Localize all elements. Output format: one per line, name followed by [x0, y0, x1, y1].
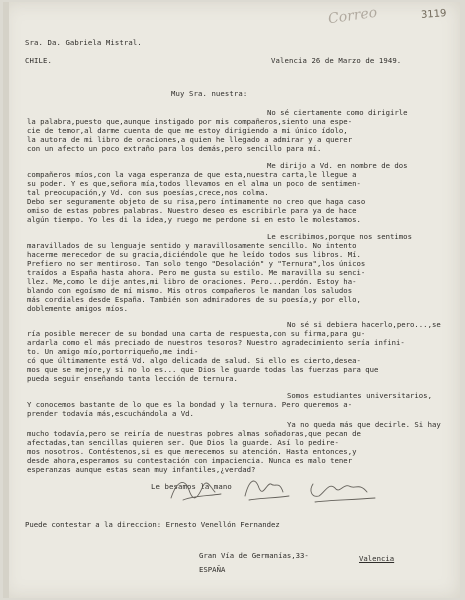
paragraph-line: mucho todavía,pero se reiría de nuestras pobres almas soñadoras,que pecan de — [27, 429, 361, 438]
signature-2 — [245, 481, 289, 500]
paragraph-line: Debo ser seguramente objeto de su risa,pero íntimamente no creo que haga caso — [27, 197, 366, 206]
paragraph-line: No sé si debiera hacerlo,pero...,se — [287, 320, 441, 329]
handwritten-signatures — [163, 470, 383, 510]
paragraph-line: llez. Me,como le dije antes,mi libro de oraciones. Pero...perdón. Estoy ha- — [27, 277, 357, 286]
paragraph-line: Ya no queda más que decirle. Si hay — [287, 420, 441, 429]
paragraph-line: Y conocemos bastante de lo que es la bondad y la ternura. Pero queremos a- — [27, 400, 353, 409]
address-street: Gran Vía de Germanías,33- — [199, 551, 309, 560]
paragraph-line: có que últimamente está Vd. algo delicada de salud. Si ello es cierto,desea- — [27, 356, 361, 365]
paragraph-line: maravillados de su lenguaje sentido y maravillosamente sencillo. No intento — [27, 241, 357, 250]
paragraph-line: blando con egoísmo de mí mismo. Mis otros compañeros le mandan los saludos — [27, 286, 353, 295]
paragraph-line: to. Un amigo mío,portorriqueño,me indi- — [27, 347, 199, 356]
paragraph-line: hacerme merecedor de su gracia,diciéndole que he leído todos sus libros. Mí. — [27, 250, 361, 259]
pencil-annotation: Correo — [327, 4, 379, 28]
paragraph-line: desde ahora,esperamos su contestación con impaciencia. Nunca es malo tener — [27, 456, 353, 465]
recipient-name: Sra. Da. Gabriela Mistral. — [25, 38, 142, 47]
closing: Le besamos la mano — [151, 482, 232, 491]
paragraph-line: pueda seguir enseñando tanta lección de ternura. — [27, 374, 238, 383]
paragraph-line: algún tiempo. Yo les di la idea,y ruego me perdone si en esto le molestamos. — [27, 215, 361, 224]
paragraph-line: mos que se mejore,y si no lo es... que Dios le guarde todas las fuerzas para que — [27, 365, 379, 374]
reply-address-line: Puede contestar a la direccion: Ernesto Venellón Fernandez — [25, 520, 280, 529]
paragraph-line: con un afecto un poco extraño para los demás,pero sencillo para mí. — [27, 144, 322, 153]
paragraph-4 — [27, 320, 441, 383]
paragraph-5 — [27, 391, 432, 418]
recipient-country: CHILE. — [25, 56, 52, 65]
signature-1 — [171, 482, 221, 500]
paragraph-line: ardarla como el más preciado de nuestros tesoros? Nuestro agradecimiento sería infini- — [27, 338, 405, 347]
paragraph-1 — [27, 108, 408, 153]
paragraph-line: Prefiero no ser mentiroso. Tan solo tengo "Desolación" y "Ternura",los únicos — [27, 259, 366, 268]
paragraph-line: afectadas,tan sencillas quieren ser. Que Dios la guarde. Así lo pedire- — [27, 438, 339, 447]
paragraph-line: la autora de mi libro de oraciones,a quien he llegado a admirar y a querer — [27, 135, 353, 144]
paragraph-line: su poder. Y es que,señora mía,todos llevamos en el alma un poco de sentimen- — [27, 179, 361, 188]
paragraph-line: más cordiales desde España. También son admiradores de su poesía,y por ello, — [27, 295, 361, 304]
paragraph-line: tal preocupación,y Vd. con sus poesías,crece,nos colma. — [27, 188, 269, 197]
paragraph-2 — [27, 161, 408, 224]
paragraph-line: mos nosotros. Contéstenos,si es que merecemos su atención. Hasta entonces,y — [27, 447, 357, 456]
paragraph-line: Me dirijo a Vd. en nombre de dos — [267, 161, 408, 170]
paragraph-line: Somos estudiantes universitarios, — [287, 391, 432, 400]
paragraph-line: doblemente amigos míos. — [27, 304, 129, 313]
paragraph-line: traídos a España hasta ahora. Pero me gusta su estilo. Me maravilla su senci- — [27, 268, 366, 277]
paragraph-line: la palabra,puesto que,aunque instigado por mis compañeros,siento una espe- — [27, 117, 353, 126]
address-city: Valencia — [359, 554, 395, 563]
paragraph-3 — [27, 232, 412, 313]
paragraph-line: compañeros míos,con la vaga esperanza de que esta,nuestra carta,le llegue a — [27, 170, 357, 179]
salutation: Muy Sra. nuestra: — [171, 89, 248, 98]
archive-number: 3119 — [420, 8, 447, 21]
letter-sheet — [3, 2, 460, 598]
place-date: Valencia 26 de Marzo de 1949. — [271, 56, 402, 65]
paragraph-line: ría posible merecer de su bondad una carta de respuesta,con su firma,para gu- — [27, 329, 366, 338]
paragraph-line: cie de temor,al darme cuenta de que me estoy dirigiendo a mi único ídolo, — [27, 126, 348, 135]
paragraph-line: Le escribimos,porque nos sentimos — [267, 232, 412, 241]
paragraph-line: No sé ciertamente como dirigirle — [267, 108, 408, 117]
signature-3 — [311, 484, 375, 502]
paragraph-line: esperanzas aunque estas sean muy infantiles,¿verdad? — [27, 465, 256, 474]
paragraph-line: prender todavía más,escuchándola a Vd. — [27, 409, 194, 418]
address-country: ESPAÑA — [199, 565, 226, 574]
paper-edge — [3, 2, 9, 598]
paragraph-6 — [27, 420, 441, 474]
paragraph-line: omiso de estas pobres palabras. Nuestro deseo es escribirle para ya de hace — [27, 206, 357, 215]
